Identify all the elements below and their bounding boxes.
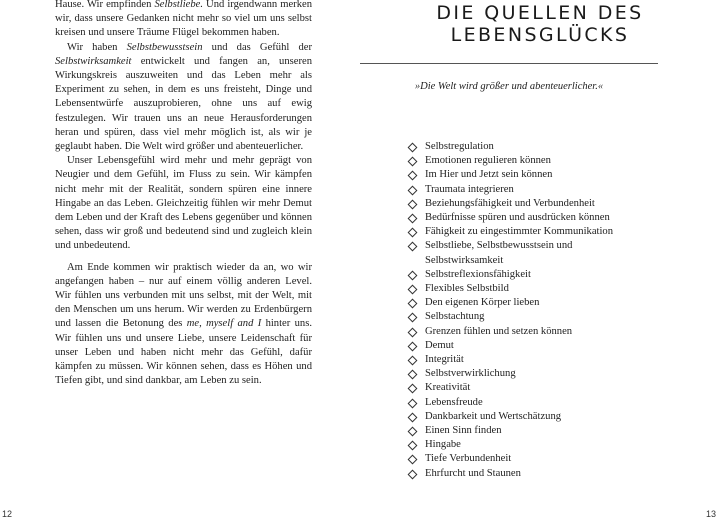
chapter-title [360,2,720,46]
diamond-bullet-icon [408,427,418,437]
list-item-label: Selbstliebe, Selbstbewusstsein und Selbstwirksamkeit [425,240,573,266]
divider-rule [360,63,658,64]
body-paragraph [55,261,312,389]
pull-quote: »Die Welt wird größer und abenteuerlicher.« [414,81,604,92]
list-item [408,452,625,466]
list-item [408,211,625,225]
list-item [408,239,625,267]
diamond-bullet-icon [408,327,418,337]
list-item-label: Flexibles Selbstbild [425,283,509,295]
text-run: Wir haben [67,41,127,53]
diamond-bullet-icon [408,384,418,394]
diamond-bullet-icon [408,356,418,366]
text-run: Am Ende kommen wir praktisch wieder da an, wo wir angefangen haben – nur auf einem völlig anderen Level. Wir fühlen uns verbunden mit uns selbst, mit der Welt, mit den Menschen um uns herum. Wir werden zu Erdenbürgern und lassen die Betonung des [55,261,312,330]
diamond-bullet-icon [408,171,418,181]
list-item-label: Einen Sinn finden [425,425,502,437]
right-page [360,0,720,521]
list-item [408,140,625,154]
list-item-label: Emotionen regulieren können [425,155,551,167]
diamond-bullet-icon [408,412,418,422]
body-paragraph [55,0,312,41]
diamond-bullet-icon [408,285,418,295]
list-item-label: Integrität [425,354,464,366]
list-item [408,381,625,395]
diamond-bullet-icon [408,270,418,280]
italic-run: Selbstbewusstsein [126,41,203,53]
body-paragraph [55,154,312,253]
diamond-bullet-icon [408,370,418,380]
list-item [408,168,625,182]
list-item-label: Selbstreflexionsfähigkeit [425,268,531,280]
list-item-label: Tiefe Verbundenheit [425,453,512,465]
list-item [408,424,625,438]
list-item [408,268,625,282]
body-text [55,0,312,388]
diamond-bullet-icon [408,214,418,224]
list-item [408,183,625,197]
text-run: Unser Lebensgefühl wird mehr und mehr geprägt von Neugier und dem Gefühl, im Fluss zu sein. Wir kämpfen nicht mehr mit der Realität, sondern spüren eine innere Hingabe an das Leben. Gleichzeitig fühlen wir mehr Demut dem Leben und der Kraft des Lebens gegenüber und können sehen, dass wir groß und bedeutend sind und zugleich klein und unbedeutend. [55,155,312,252]
diamond-bullet-icon [408,242,418,252]
list-item-label: Dankbarkeit und Wertschätzung [425,410,562,422]
list-item-label: Demut [425,339,454,351]
list-item [408,438,625,452]
list-item [408,467,625,481]
list-item-label: Grenzen fühlen und setzen können [425,325,573,337]
list-item-label: Bedürfnisse spüren und ausdrücken können [425,212,610,224]
diamond-bullet-icon [408,398,418,408]
diamond-bullet-icon [408,469,418,479]
list-item [408,197,625,211]
list-item [408,154,625,168]
list-item-label: Selbstregulation [425,141,494,152]
list-item [408,225,625,239]
list-item-label: Den eigenen Körper lieben [425,297,540,309]
diamond-bullet-icon [408,228,418,238]
diamond-bullet-icon [408,341,418,351]
list-item-label: Ehrfurcht und Staunen [425,467,521,479]
text-run: Hause. Wir empfinden [55,0,155,10]
diamond-bullet-icon [408,313,418,323]
list-item-label: Selbstverwirklichung [425,368,516,380]
diamond-bullet-icon [408,455,418,465]
italic-run: me, myself and I [186,318,262,330]
list-item [408,282,625,296]
list-item [408,339,625,353]
list-item [408,325,625,339]
list-item [408,396,625,410]
list-item [408,367,625,381]
text-run: entwickelt und fangen an, unseren Wirkungskreis auszuweiten und das Leben mehr als Experiment zu sehen, in dem es uns freisteht, Dinge und Lebensentwürfe auszuprobieren, ohne uns auf ewig festzulegen. Wir trauen uns an neue Herausforderungen heran und spüren, dass viel mehr möglich ist, als wir je geglaubt haben. Die Welt wird größer und abenteuerlicher. [55,55,312,153]
page-number-left: 12 [2,509,13,519]
text-run: und das Gefühl der [202,41,312,53]
list-item [408,410,625,424]
sources-list [408,140,625,481]
list-item-label: Traumata integrieren [425,183,514,195]
diamond-bullet-icon [408,157,418,167]
list-item-label: Selbstachtung [425,311,485,323]
chapter-title-line-2: LEBENSGLÜCKS [450,24,630,46]
list-item-label: Fähigkeit zu eingestimmter Kommunikation [425,226,614,238]
body-paragraph [55,41,312,155]
list-item [408,353,625,367]
diamond-bullet-icon [408,299,418,309]
text-run: hinter uns. Wir fühlen uns und unsere Liebe, unsere Leidenschaft für unser Leben und haben nicht mehr das Gefühl, dafür kämpfen zu müssen. Wir können sehen, dass es Höhen und Tiefen gibt, und sind dankbar, am Leben zu sein. [55,318,312,387]
italic-run: Selbstwirksamkeit [55,55,132,67]
list-item-label: Im Hier und Jetzt sein können [425,169,553,181]
list-item [408,296,625,310]
list-item-label: Hingabe [425,439,461,451]
text-run: Und irgendwann merken wir, dass unsere Gedanken nicht mehr so viel um uns selbst kreisen und unsere Träume Flügel bekommen haben. [55,0,312,39]
list-item-label: Beziehungsfähigkeit und Verbundenheit [425,197,595,209]
list-item-label: Lebensfreude [425,396,483,408]
italic-run: Selbstliebe. [154,0,203,10]
diamond-bullet-icon [408,185,418,195]
diamond-bullet-icon [408,199,418,209]
chapter-title-line-1: DIE QUELLEN DES [436,2,644,24]
list-item-label: Kreativität [425,382,471,394]
diamond-bullet-icon [408,143,418,153]
page-number-right: 13 [705,509,716,519]
list-item [408,310,625,324]
diamond-bullet-icon [408,441,418,451]
